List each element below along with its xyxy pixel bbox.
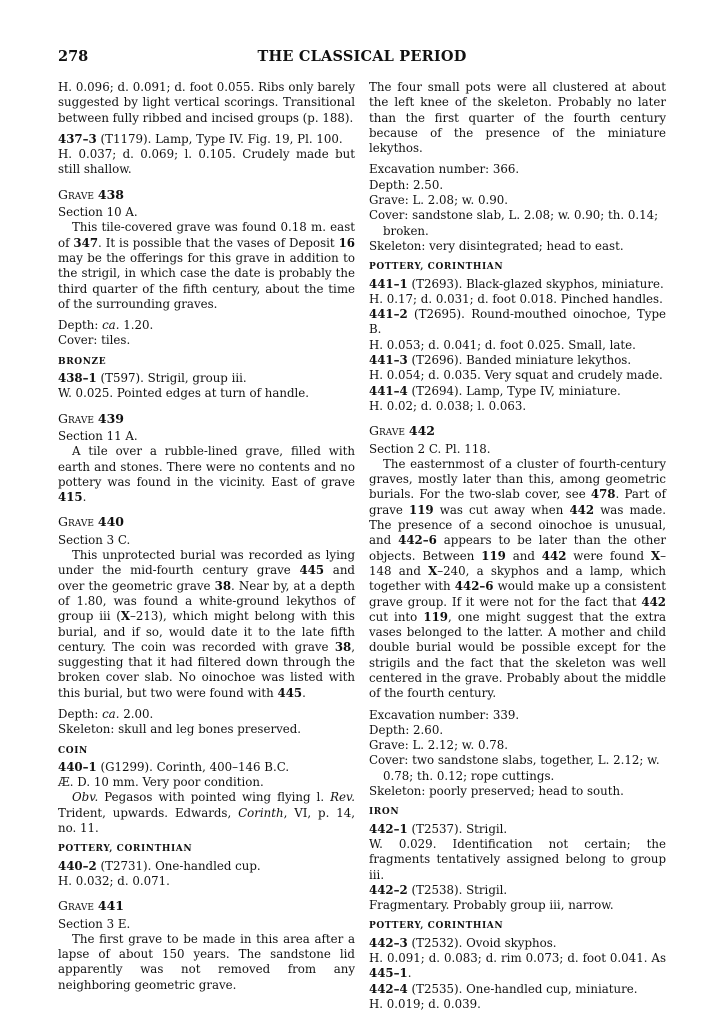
- grave-dimensions: Grave: L. 2.08; w. 0.90.: [369, 193, 509, 208]
- entry-442-4-dims: H. 0.019; d. 0.039.: [369, 996, 481, 1011]
- entry-442-1: 442–1 (T2537). Strigil.: [369, 821, 508, 836]
- page-header: [58, 48, 666, 70]
- category-heading: POTTERY, CORINTHIAN: [58, 844, 193, 855]
- section-line: Section 3 E.: [58, 916, 131, 931]
- entry-437-3: 437–3 (T1179). Lamp, Type IV. Fig. 19, Pl. 100.: [58, 131, 343, 146]
- category-heading: POTTERY, CORINTHIAN: [369, 262, 504, 273]
- entry-437-3-dims: H. 0.037; d. 0.069; l. 0.105. Crudely made but still shallow.: [58, 147, 355, 177]
- cover-line: Cover: tiles.: [58, 333, 131, 348]
- skeleton-line: Skeleton: poorly preserved; head to south.: [369, 784, 624, 799]
- grave-description: The easternmost of a cluster of fourth-century graves, mostly later than this, among geometric burials. For the two-slab cover, see 478. Part of grave 119 was cut away when 442 was made. The presence of a second oinochoe is unusual, and 442–6 appears to be later than the other objects. Between 119 and 442 were found X–148 and X–240, a skyphos and a lamp, which together with 442–6 would make up a consistent grave group. If it were not for the fact that 442 cut into 119, one might suggest that the extra vases belonged to the latter. A mother and child double burial would be possible except for the strigils and the fact that the skeleton was well centered in the grave. Probably about the middle of the fourth century.: [369, 456, 667, 701]
- cover-line: Cover: two sandstone slabs, together, L. 2.12; w. 0.78; th. 0.12; rope cuttings.: [369, 753, 660, 783]
- entry-442-2: 442–2 (T2538). Strigil.: [369, 882, 508, 897]
- grave-description: This unprotected burial was recorded as lying under the mid-fourth century grave 445 and over the geometric grave 38. Near by, at a depth of 1.80, was found a white-ground lekythos of group iii (X–213), which might belong with this burial, and if so, would date it to the late fifth century. The coin was recorded with grave 38, suggesting that it had filtered down through the broken cover slab. No oinochoe was listed with this burial, but two were found with 445.: [58, 548, 356, 700]
- page-number: 278: [58, 48, 89, 65]
- grave-heading-442: Grave 442: [369, 423, 435, 439]
- entry-441-3: 441–3 (T2696). Banded miniature lekythos.: [369, 353, 632, 368]
- grave-description: A tile over a rubble-lined grave, filled with earth and stones. There were no contents and no pottery was found in the vicinity. East of grave 415.: [58, 444, 355, 505]
- category-heading: IRON: [369, 807, 400, 818]
- grave-heading-438: Grave 438: [58, 186, 124, 202]
- entry-442-1-dims: W. 0.029. Identification not certain; the fragments tentatively assigned belong to group iii.: [369, 836, 666, 882]
- grave-441-continued: The four small pots were all clustered at about the left knee of the skeleton. Probably no later than the first quarter of the fourth century because of the presence of the miniature lekythos.: [369, 80, 666, 156]
- skeleton-line: Skeleton: skull and leg bones preserved.: [58, 722, 302, 737]
- cover-line: Cover: sandstone slab, L. 2.08; w. 0.90; th. 0.14; broken.: [369, 208, 659, 238]
- entry-442-3-dims: H. 0.091; d. 0.083; d. rim 0.073; d. foot 0.041. As 445–1.: [369, 951, 666, 981]
- section-line: Section 2 C. Pl. 118.: [369, 441, 491, 456]
- grave-dimensions: Grave: L. 2.12; w. 0.78.: [369, 738, 509, 753]
- entry-441-2-dims: H. 0.053; d. 0.041; d. foot 0.025. Small, late.: [369, 337, 636, 352]
- entry-442-4: 442–4 (T2535). One-handled cup, miniature.: [369, 981, 638, 996]
- depth-line: Depth: ca. 1.20.: [58, 318, 154, 333]
- category-heading: POTTERY, CORINTHIAN: [369, 921, 504, 932]
- left-column: [58, 80, 355, 993]
- entry-441-4-dims: H. 0.02; d. 0.038; l. 0.063.: [369, 398, 527, 413]
- entry-438-1: 438–1 (T597). Strigil, group iii.: [58, 371, 247, 386]
- skeleton-line: Skeleton: very disintegrated; head to east.: [369, 238, 624, 253]
- entry-440-2-dims: H. 0.032; d. 0.071.: [58, 873, 170, 888]
- entry-442-3: 442–3 (T2532). Ovoid skyphos.: [369, 935, 557, 950]
- depth-line: Depth: ca. 2.00.: [58, 706, 154, 721]
- depth-line: Depth: 2.50.: [369, 177, 444, 192]
- section-line: Section 10 A.: [58, 205, 138, 220]
- right-column: [369, 80, 666, 1012]
- entry-441-1: 441–1 (T2693). Black-glazed skyphos, miniature.: [369, 276, 664, 291]
- section-line: Section 3 C.: [58, 532, 131, 547]
- entry-441-1-dims: H. 0.17; d. 0.031; d. foot 0.018. Pinched handles.: [369, 291, 663, 306]
- entry-440-1-description: Obv. Pegasos with pointed wing flying l. Rev. Trident, upwards. Edwards, Corinth, VI, p. 14, no. 11.: [58, 790, 355, 836]
- section-line: Section 11 A.: [58, 428, 138, 443]
- running-head: THE CLASSICAL PERIOD: [257, 48, 467, 65]
- entry-440-2: 440–2 (T2731). One-handled cup.: [58, 858, 261, 873]
- depth-line: Depth: 2.60.: [369, 722, 444, 737]
- category-heading: COIN: [58, 745, 88, 756]
- entry-441-2: 441–2 (T2695). Round-mouthed oinochoe, Type B.: [369, 307, 666, 337]
- grave-description: The first grave to be made in this area after a lapse of about 150 years. The sandstone lid apparently was not removed from any neighboring geometric grave.: [58, 931, 355, 992]
- entry-438-1-dims: W. 0.025. Pointed edges at turn of handle.: [58, 386, 310, 401]
- grave-heading-439: Grave 439: [58, 410, 124, 426]
- entry-440-1-dims: Æ. D. 10 mm. Very poor condition.: [58, 775, 264, 790]
- entry-437-2-continued: H. 0.096; d. 0.091; d. foot 0.055. Ribs only barely suggested by light vertical scorings. Transitional between fully ribbed and incised groups (p. 188).: [58, 80, 355, 125]
- entry-442-2-dims: Fragmentary. Probably group iii, narrow.: [369, 898, 614, 913]
- entry-441-3-dims: H. 0.054; d. 0.035. Very squat and crudely made.: [369, 368, 663, 383]
- excavation-number: Excavation number: 366.: [369, 162, 520, 177]
- catalogue-number: 437–3: [58, 131, 97, 146]
- excavation-number: Excavation number: 339.: [369, 707, 520, 722]
- grave-description: This tile-covered grave was found 0.18 m. east of 347. It is possible that the vases of Deposit 16 may be the offerings for this grave in addition to the strigil, in which case the date is probably the third quarter of the fifth century, about the time of the surrounding graves.: [58, 220, 356, 311]
- entry-441-4: 441–4 (T2694). Lamp, Type IV, miniature.: [369, 383, 621, 398]
- grave-heading-441: Grave 441: [58, 898, 124, 914]
- grave-heading-440: Grave 440: [58, 514, 124, 530]
- category-heading: BRONZE: [58, 356, 107, 367]
- entry-440-1: 440–1 (G1299). Corinth, 400–146 B.C.: [58, 759, 290, 774]
